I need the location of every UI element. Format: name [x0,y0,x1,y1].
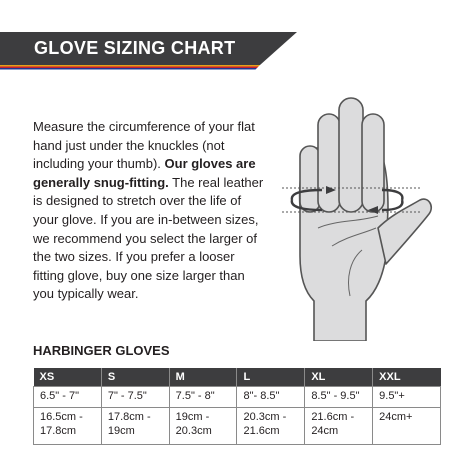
size-header: S [101,368,169,387]
table-cell: 7.5" - 8" [169,387,237,408]
instructions-text-continued: The real leather is designed to stretch over the life of your glove. If you are in-between sizes, we recommend you select the larger of the two sizes. If you prefer a looser fitting glove, buy one size larger than you typically wear. [33,174,264,302]
table-cell: 8.5" - 9.5" [305,387,373,408]
table-cell: 16.5cm - 17.8cm [34,408,102,445]
table-cell: 20.3cm - 21.6cm [237,408,305,445]
table-row-centimeters [34,408,441,445]
hand-icon [300,98,432,341]
title-banner [0,32,462,72]
page-title: GLOVE SIZING CHART [34,38,236,58]
sizing-instructions [33,118,265,304]
table-cell: 6.5" - 7" [34,387,102,408]
table-cell: 8"- 8.5" [237,387,305,408]
instructions-emphasis: Our gloves are generally snug-fitting. [33,156,256,190]
table-header-row [34,368,441,387]
table-cell: 19cm - 20.3cm [169,408,237,445]
table-cell: 24cm+ [373,408,441,445]
table-cell: 7" - 7.5" [101,387,169,408]
size-table [33,368,441,445]
size-header: M [169,368,237,387]
table-row-inches [34,387,441,408]
size-header: XL [305,368,373,387]
size-header: XXL [373,368,441,387]
size-header: L [237,368,305,387]
table-cell: 9.5"+ [373,387,441,408]
table-cell: 17.8cm - 19cm [101,408,169,445]
hand-measurement-illustration [262,96,442,341]
instructions-text: Measure the circumference of your flat hand just under the knuckles (not including your thumb). [33,119,255,172]
size-header: XS [34,368,102,387]
table-title: HARBINGER GLOVES [33,343,170,358]
table-cell: 21.6cm - 24cm [305,408,373,445]
